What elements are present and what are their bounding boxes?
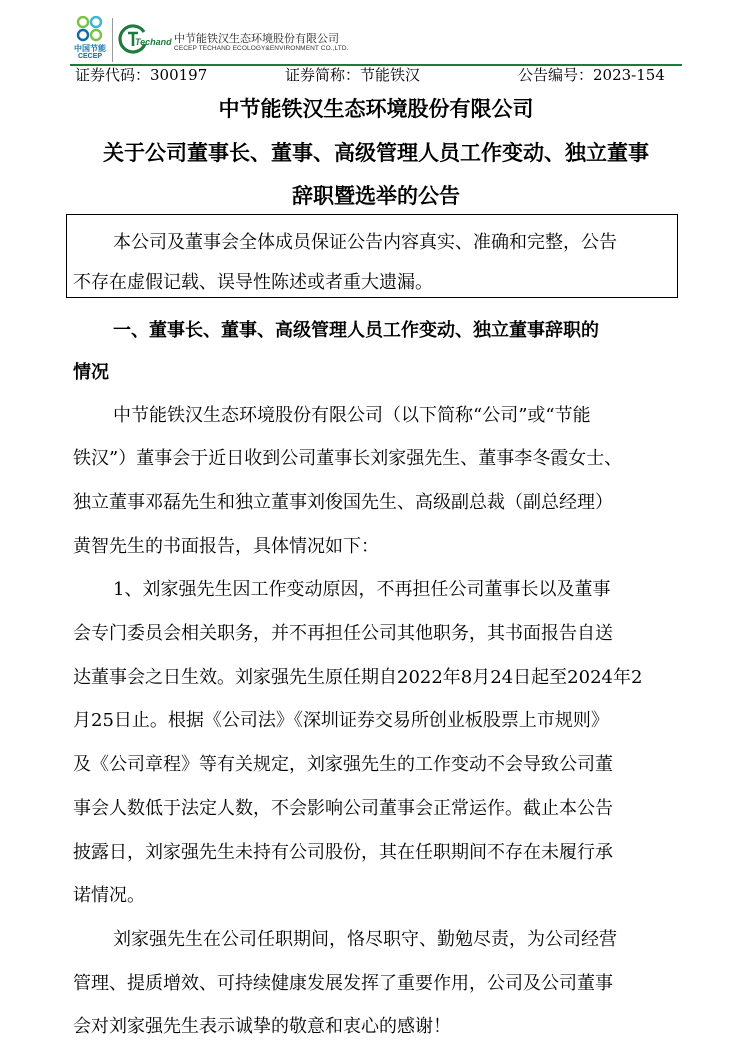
paragraph-line: 管理、提质增效、可持续健康发展发挥了重要作用，公司及公司董事 (73, 973, 613, 994)
announcement-number: 公告编号：2023-154 (518, 66, 665, 84)
techand-logo (118, 22, 174, 58)
paragraph-line: 披露日，刘家强先生未持有公司股份，其在任职期间不存在未履行承 (73, 842, 613, 863)
paragraph-line: 刘家强先生在公司任职期间，恪尽职守、勤勉尽责，为公司经营 (113, 929, 617, 950)
paragraph-line: 会对刘家强先生表示诚挚的敬意和衷心的感谢！ (73, 1016, 451, 1037)
techand-wordmark: Techand (135, 37, 172, 47)
paragraph-line: 1、刘家强先生因工作变动原因，不再担任公司董事长以及董事 (113, 579, 611, 600)
cecep-logo (72, 16, 108, 64)
securities-short-name: 证券简称：节能铁汉 (285, 66, 421, 84)
document-title-line1: 关于公司董事长、董事、高级管理人员工作变动、独立董事 (103, 140, 649, 165)
paragraph-line: 中节能铁汉生态环境股份有限公司（以下简称“公司”或“节能 (113, 405, 591, 426)
disclaimer-line: 本公司及董事会全体成员保证公告内容真实、准确和完整，公告 (113, 232, 617, 253)
paragraph-line: 会专门委员会相关职务，并不再担任公司其他职务，其书面报告自送 (73, 623, 613, 644)
paragraph-line: 黄智先生的书面报告，具体情况如下： (73, 536, 379, 557)
securities-code: 证券代码：300197 (75, 66, 208, 84)
paragraph-line: 铁汉”）董事会于近日收到公司董事长刘家强先生、董事李冬霞女士、 (73, 448, 623, 469)
paragraph-line: 事会人数低于法定人数，不会影响公司董事会正常运作。截止本公告 (73, 798, 613, 819)
company-name-cn: 中节能铁汉生态环境股份有限公司 (174, 32, 339, 45)
paragraph-line: 达董事会之日生效。刘家强先生原任期自2022年8月24日起至2024年2 (73, 667, 643, 688)
paragraph-line: 诺情况。 (73, 885, 145, 906)
disclaimer-line: 不存在虚假记载、误导性陈述或者重大遗漏。 (73, 272, 433, 293)
document-title-line2: 辞职暨选举的公告 (292, 183, 460, 208)
logo-divider (112, 18, 113, 62)
letterhead (70, 14, 682, 68)
document-company-title: 中节能铁汉生态环境股份有限公司 (218, 96, 534, 121)
section-heading: 情况 (73, 362, 109, 383)
paragraph-line: 及《公司章程》等有关规定，刘家强先生的工作变动不会导致公司董 (73, 754, 613, 775)
paragraph-line: 独立董事邓磊先生和独立董事刘俊国先生、高级副总裁（副总经理） (73, 492, 613, 513)
company-name-en: CECEP TECHAND ECOLOGY&ENVIRONMENT CO.,LTD. (174, 45, 349, 52)
cecep-logo-en: CECEP (77, 53, 103, 60)
cecep-logo-mark-icon (76, 16, 104, 42)
paragraph-line: 月25日止。根据《公司法》《深圳证券交易所创业板股票上市规则》 (73, 710, 609, 731)
cecep-logo-cn: 中国节能 (74, 44, 106, 53)
section-heading: 一、董事长、董事、高级管理人员工作变动、独立董事辞职的 (113, 320, 599, 341)
